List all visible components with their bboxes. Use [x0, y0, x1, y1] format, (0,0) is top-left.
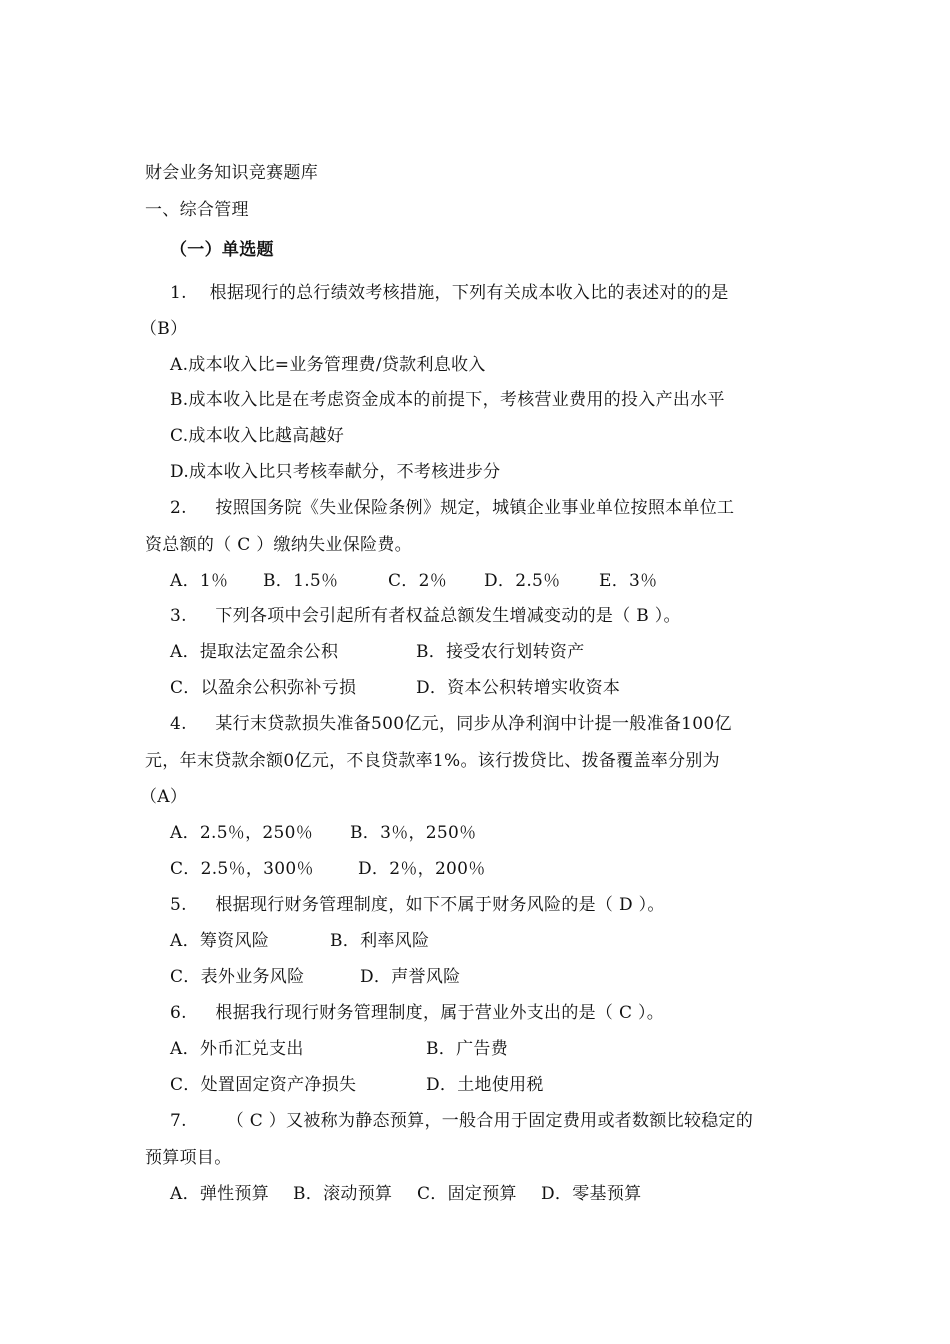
- section-heading: 一、综合管理: [145, 200, 249, 220]
- question-3-option-b: B．接受农行划转资产: [416, 642, 585, 662]
- question-5-option-c: C．表外业务风险: [170, 967, 305, 987]
- question-2-text-cont: 资总额的（ C ）缴纳失业保险费。: [145, 535, 412, 555]
- question-1-answer: （B）: [140, 319, 188, 339]
- question-2-option-c: C．2％: [388, 571, 448, 591]
- question-4-text-cont: 元，年末贷款余额0亿元，不良贷款率1%。该行拨贷比、拨备覆盖率分别为: [145, 751, 720, 771]
- question-4-option-d: D．2％，200％: [358, 859, 486, 879]
- question-4-text: 4. 某行末贷款损失准备500亿元，同步从净利润中计提一般准备100亿: [170, 714, 732, 734]
- question-3-option-d: D．资本公积转增实收资本: [416, 678, 621, 698]
- question-2-option-e: E．3％: [599, 571, 658, 591]
- question-7-option-a: A．弹性预算: [170, 1184, 270, 1204]
- question-3-option-c: C．以盈余公积弥补亏损: [170, 678, 357, 698]
- question-6-option-d: D．土地使用税: [426, 1075, 544, 1095]
- question-4-option-b: B．3％，250％: [350, 823, 477, 843]
- question-4-option-a: A．2.5％，250％: [170, 823, 314, 843]
- question-1-option-c: C.成本收入比越高越好: [170, 426, 345, 446]
- question-3-text: 3. 下列各项中会引起所有者权益总额发生增减变动的是（ B ）。: [170, 606, 681, 626]
- question-1-text: 1. 根据现行的总行绩效考核措施，下列有关成本收入比的表述对的的是: [170, 283, 729, 303]
- subsection-heading: （一）单选题: [170, 240, 274, 260]
- question-5-option-b: B．利率风险: [330, 931, 430, 951]
- question-2-option-b: B．1.5％: [263, 571, 339, 591]
- question-6-option-b: B．广告费: [426, 1039, 508, 1059]
- question-1-option-a: A.成本收入比=业务管理费/贷款利息收入: [170, 355, 486, 375]
- document-title: 财会业务知识竞赛题库: [145, 163, 318, 183]
- question-6-option-c: C．处置固定资产净损失: [170, 1075, 357, 1095]
- question-7-option-c: C．固定预算: [417, 1184, 517, 1204]
- question-7-option-b: B．滚动预算: [293, 1184, 393, 1204]
- question-2-text: 2. 按照国务院《失业保险条例》规定，城镇企业事业单位按照本单位工: [170, 498, 735, 518]
- question-5-text: 5. 根据现行财务管理制度，如下不属于财务风险的是（ D ）。: [170, 895, 665, 915]
- question-5-option-a: A．筹资风险: [170, 931, 270, 951]
- question-2-option-a: A．1％: [170, 571, 229, 591]
- question-4-answer: （A）: [140, 787, 188, 807]
- question-7-text-cont: 预算项目。: [145, 1148, 232, 1168]
- question-7-text: 7. （ C ）又被称为静态预算，一般合用于固定费用或者数额比较稳定的: [170, 1111, 754, 1131]
- question-7-option-d: D．零基预算: [541, 1184, 642, 1204]
- question-3-option-a: A．提取法定盈余公积: [170, 642, 339, 662]
- question-6-option-a: A．外币汇兑支出: [170, 1039, 304, 1059]
- question-2-option-d: D．2.5％: [484, 571, 561, 591]
- question-5-option-d: D．声誉风险: [360, 967, 461, 987]
- question-1-option-b: B.成本收入比是在考虑资金成本的前提下，考核营业费用的投入产出水平: [170, 390, 725, 410]
- question-6-text: 6. 根据我行现行财务管理制度，属于营业外支出的是（ C ）。: [170, 1003, 665, 1023]
- question-4-option-c: C．2.5％，300％: [170, 859, 314, 879]
- question-1-option-d: D.成本收入比只考核奉献分，不考核进步分: [170, 462, 501, 482]
